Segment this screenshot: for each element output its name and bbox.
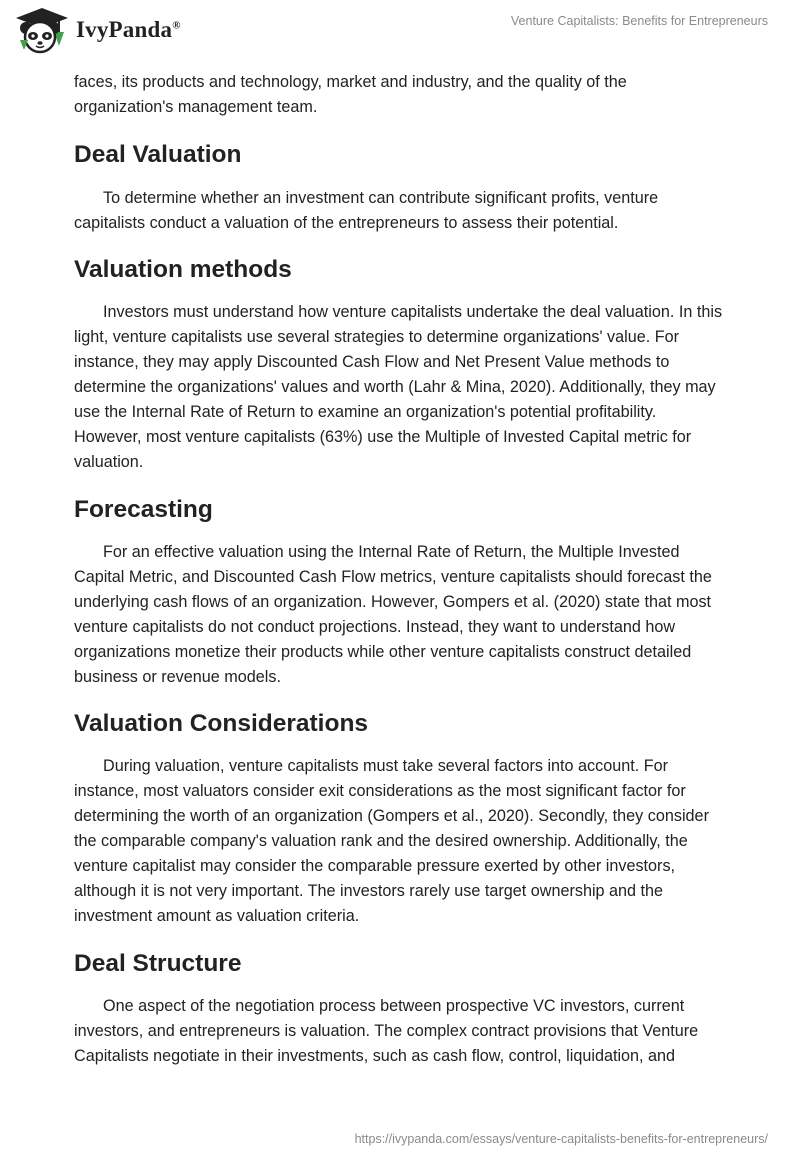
ivypanda-logo[interactable] [14, 6, 181, 54]
heading-valuation-methods: Valuation methods [74, 256, 292, 283]
brand-name: IvyPanda® [76, 17, 181, 42]
essay-body [74, 70, 726, 1069]
page-header [0, 0, 800, 64]
paragraph-valuation-considerations: During valuation, venture capitalists must take several factors into account. For instance, most valuators consider exit considerations as the most significant factor for determining the worth of an organization (Gompers et al., 2020). Secondly, they consider the comparable company's valuation rank and the desired ownership. Additionally, the venture capitalist may consider the comparable pressure exerted by other investors, although it is not very important. The investors rarely use target ownership and the investment amount as valuation criteria. [74, 757, 709, 925]
document-title: Venture Capitalists: Benefits for Entrepreneurs [510, 14, 768, 28]
heading-deal-structure: Deal Structure [74, 950, 242, 977]
panda-graduate-icon [14, 6, 70, 54]
heading-deal-valuation: Deal Valuation [74, 141, 242, 168]
heading-forecasting: Forecasting [74, 496, 213, 523]
heading-valuation-considerations: Valuation Considerations [74, 710, 369, 737]
intro-paragraph: faces, its products and technology, market and industry, and the quality of the organization's management team. [74, 73, 627, 116]
paragraph-valuation-methods: Investors must understand how venture capitalists undertake the deal valuation. In this light, venture capitalists use several strategies to determine organizations' value. For instance, they may apply Discounted Cash Flow and Net Present Value methods to determine the organizations' values and worth (Lahr & Mina, 2020). Additionally, they may use the Internal Rate of Return to examine an organization's potential profitability. However, most venture capitalists (63%) use the Multiple of Invested Capital metric for valuation. [74, 303, 723, 471]
paragraph-forecasting: For an effective valuation using the Internal Rate of Return, the Multiple Invested Capital Metric, and Discounted Cash Flow metrics, venture capitalists should forecast the underlying cash flows of an organization. However, Gompers et al. (2020) state that most venture capitalists do not conduct projections. Instead, they want to understand how organizations monetize their products while other venture capitalists construct detailed business or revenue models. [74, 543, 712, 686]
paragraph-deal-valuation: To determine whether an investment can contribute significant profits, venture capitalists conduct a valuation of the entrepreneurs to assess their potential. [74, 189, 659, 232]
source-url[interactable]: https://ivypanda.com/essays/venture-capitalists-benefits-for-entrepreneurs/ [354, 1132, 768, 1146]
paragraph-deal-structure: One aspect of the negotiation process between prospective VC investors, current investors, and entrepreneurs is valuation. The complex contract provisions that Venture Capitalists negotiate in their investments, such as cash flow, control, liquidation, and [74, 997, 699, 1065]
